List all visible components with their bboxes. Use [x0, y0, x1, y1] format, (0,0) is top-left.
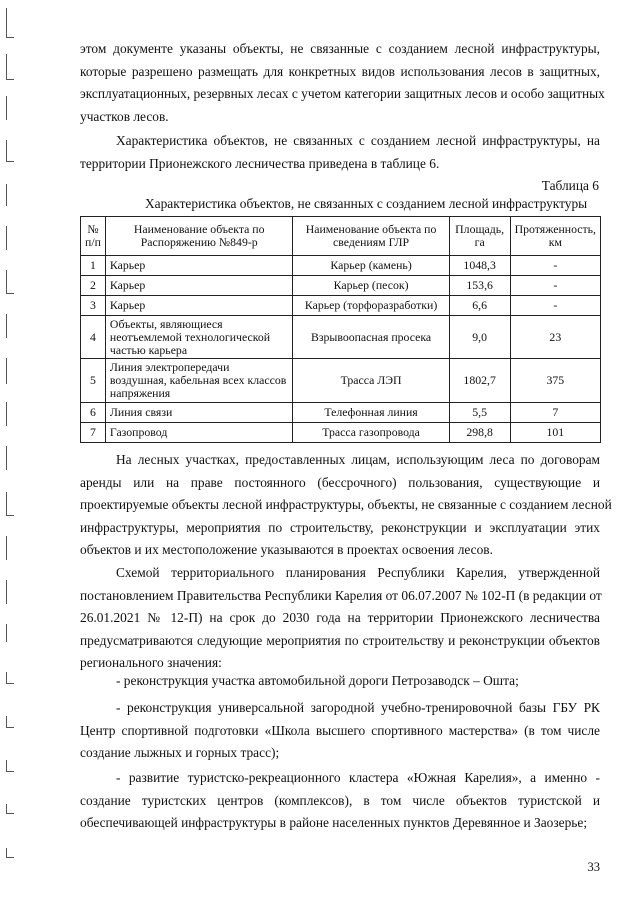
text-line: - реконструкция участка автомобильной дороги Петрозаводск – Ошта;: [116, 673, 519, 688]
cell-area: 6,6: [449, 296, 510, 316]
cell-num: 6: [81, 403, 106, 423]
scan-mark: [6, 8, 15, 38]
cell-length: 7: [510, 403, 600, 423]
text-line: создание туристских центров (комплексов), в том числе объектов туристской и: [80, 792, 600, 808]
scan-mark: [6, 96, 15, 120]
header-name-glr: Наименование объекта по сведениям ГЛР: [293, 217, 449, 256]
page-number: 33: [587, 860, 600, 874]
cell-num: 3: [81, 296, 106, 316]
scan-mark: [6, 54, 15, 80]
cell-num: 5: [81, 359, 106, 403]
cell-num: 1: [81, 256, 106, 276]
text-line: постановлением Правительства Республики Карелия от 06.07.2007 № 102-П (в редакции от: [80, 587, 602, 603]
cell-area: 153,6: [449, 276, 510, 296]
text-line: 26.01.2021 № 12-П) на срок до 2030 года на территории Прионежского лесничества: [80, 610, 600, 625]
text-line: - реконструкция универсальной загородной учебно-тренировочной базы ГБУ РК: [116, 700, 600, 715]
cell-num: 7: [81, 423, 106, 443]
scan-margin-marks: [0, 0, 24, 905]
cell-name-glr: Взрывоопасная просека: [293, 316, 449, 359]
text-line: территории Прионежского лесничества приведена в таблице 6.: [80, 155, 440, 171]
text-line: На лесных участках, предоставленных лицам, использующим леса по договорам: [116, 452, 600, 467]
cell-length: -: [510, 256, 600, 276]
scan-mark: [6, 760, 15, 772]
text-line: Схемой территориального планирования Республики Карелия, утвержденной: [116, 565, 600, 580]
table-row: [81, 256, 601, 276]
text-line: объектов и их местоположение указываются в проектах освоения лесов.: [80, 542, 493, 557]
territorial-scheme-paragraph: [80, 562, 600, 675]
table-row: [81, 423, 601, 443]
cell-num: 4: [81, 316, 106, 359]
cell-name-order: Линия связи: [105, 403, 293, 423]
bullet-sports-base: [80, 697, 600, 765]
text-line: участков лесов.: [80, 108, 169, 124]
scan-mark: [6, 672, 15, 684]
cell-num: 2: [81, 276, 106, 296]
scan-mark: [6, 314, 15, 338]
objects-table: [80, 216, 601, 443]
cell-name-glr: Трасса ЛЭП: [293, 359, 449, 403]
cell-area: 9,0: [449, 316, 510, 359]
cell-length: 101: [510, 423, 600, 443]
header-num: № п/п: [81, 217, 106, 256]
cell-name-glr: Трасса газопровода: [293, 423, 449, 443]
text-line: инфраструктуры, мероприятия по строительству, реконструкции и эксплуатации этих: [80, 519, 600, 535]
scan-mark: [6, 402, 15, 426]
scan-mark: [6, 536, 15, 560]
table-reference-paragraph: [80, 130, 600, 175]
text-line: которые разрешено размещать для конкретных видов использования лесов в защитных,: [80, 63, 600, 79]
scan-mark: [6, 184, 15, 206]
header-area: Площадь, га: [449, 217, 510, 256]
text-line: эксплуатационных, резервных лесах с учетом категории защитных лесов и особо защитных: [80, 86, 605, 101]
cell-name-glr: Карьер (песок): [293, 276, 449, 296]
scan-mark: [6, 140, 15, 162]
cell-area: 5,5: [449, 403, 510, 423]
scan-mark: [6, 716, 15, 728]
intro-paragraph: [80, 38, 605, 128]
bullet-road-reconstruction: [80, 670, 600, 693]
table-header-row: [81, 217, 601, 256]
cell-name-order: Линия электропередачи воздушная, кабельная всех классов напряжения: [105, 359, 293, 403]
cell-name-glr: Карьер (камень): [293, 256, 449, 276]
cell-length: -: [510, 296, 600, 316]
scan-mark: [6, 270, 15, 294]
cell-name-glr: Карьер (торфоразработки): [293, 296, 449, 316]
table-row: [81, 403, 601, 423]
scan-mark: [6, 848, 15, 858]
cell-length: 23: [510, 316, 600, 359]
text-line: - развитие туристско-рекреационного кластера «Южная Карелия», а именно -: [116, 770, 600, 785]
table-row: [81, 359, 601, 403]
text-line: регионального значения:: [80, 655, 222, 670]
cell-area: 1802,7: [449, 359, 510, 403]
cell-name-order: Газопровод: [105, 423, 293, 443]
scan-mark: [6, 804, 15, 814]
table-row: [81, 296, 601, 316]
text-line: Центр спортивной подготовки «Школа высшего спортивного мастерства» (в том числе: [80, 722, 600, 738]
cell-name-glr: Телефонная линия: [293, 403, 449, 423]
cell-length: 375: [510, 359, 600, 403]
table-caption: Характеристика объектов, не связанных с созданием лесной инфраструктуры: [145, 196, 588, 211]
cell-name-order: Карьер: [105, 296, 293, 316]
scan-mark: [6, 580, 15, 604]
text-line: аренды или на праве постоянного (бессрочного) пользования, существующие и: [80, 474, 600, 490]
cell-name-order: Карьер: [105, 256, 293, 276]
table-row: [81, 316, 601, 359]
scan-mark: [6, 624, 15, 642]
cell-name-order: Объекты, являющиеся неотъемлемой технологической частью карьера: [105, 316, 293, 359]
scan-mark: [6, 226, 15, 250]
cell-area: 298,8: [449, 423, 510, 443]
text-line: обеспечивающей инфраструктуры в районе населенных пунктов Деревянное и Заозерье;: [80, 815, 588, 830]
cell-area: 1048,3: [449, 256, 510, 276]
bullet-tourism-cluster: [80, 767, 600, 835]
scan-mark: [6, 358, 15, 384]
text-line: Характеристика объектов, не связанных с созданием лесной инфраструктуры, на: [116, 133, 600, 148]
text-line: этом документе указаны объекты, не связанные с созданием лесной инфраструктуры,: [80, 41, 600, 56]
forest-plots-paragraph: [80, 449, 612, 562]
header-length: Протяженность, км: [510, 217, 600, 256]
text-line: предусматриваются следующие мероприятия по строительству и реконструкции объектов: [80, 632, 600, 648]
scan-mark: [6, 446, 15, 470]
cell-name-order: Карьер: [105, 276, 293, 296]
text-line: проектируемые объекты лесной инфраструктуры, объекты, не связанные с созданием лесной: [80, 497, 612, 512]
text-line: создание лыжных и горных трасс);: [80, 745, 280, 760]
table-row: [81, 276, 601, 296]
cell-length: -: [510, 276, 600, 296]
scan-mark: [6, 492, 15, 516]
header-name-order: Наименование объекта по Распоряжению №849-р: [105, 217, 293, 256]
table-number: Таблица 6: [541, 178, 599, 193]
